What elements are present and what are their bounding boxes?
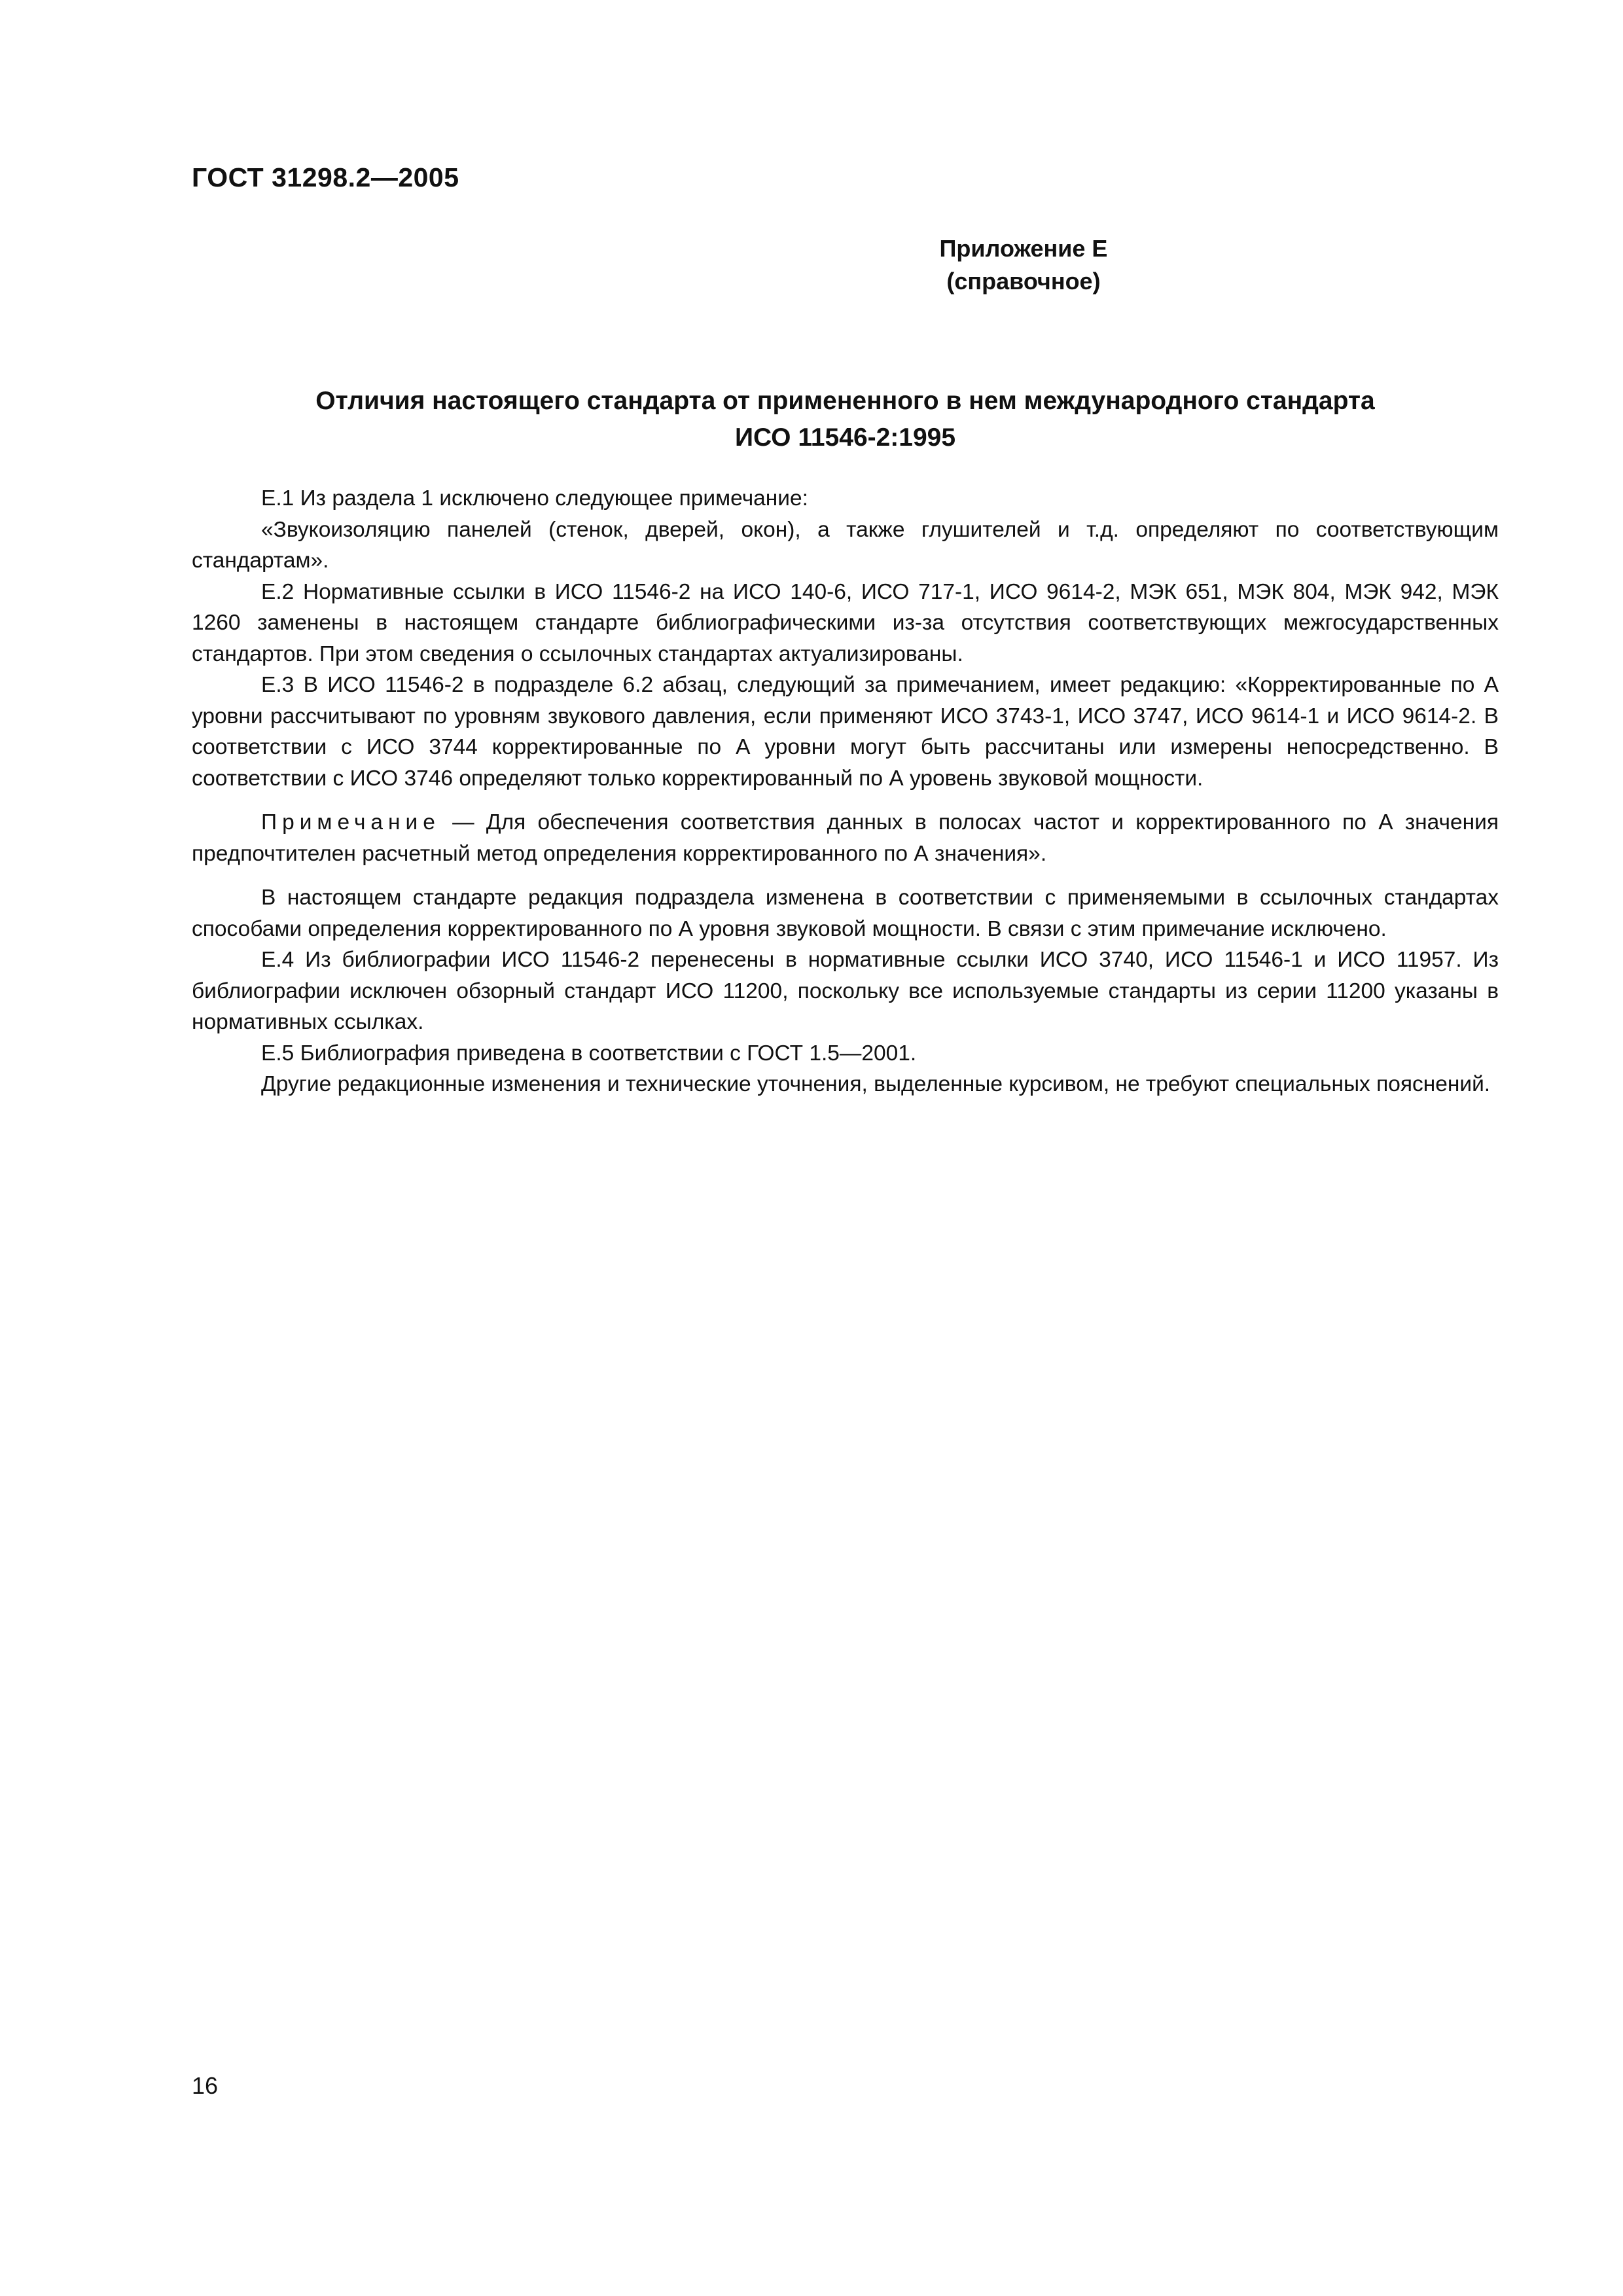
document-code: ГОСТ 31298.2—2005 xyxy=(192,162,459,192)
annex-label: Приложение Е xyxy=(939,235,1108,262)
note-paragraph xyxy=(192,807,1499,869)
paragraph-e3: Е.3 В ИСО 11546-2 в подразделе 6.2 абзац, следующий за примечанием, имеет редакцию: «Корректированные по А уровни рассчитывают по уровням звукового давления, если применяют ИСО 3743-1, ИСО 3747, ИСО 9614-1 и ИСО 9614-2. В соответствии с ИСО 3744 корректированные по А уровни могут быть рассчитаны или измерены непосредственно. В соответствии с ИСО 3746 определяют только корректированный по А уровень звуковой мощности. xyxy=(192,673,1499,791)
annex-title-line-1: Отличия настоящего стандарта от примененного в нем международного стандарта xyxy=(315,387,1375,415)
page-number: 16 xyxy=(192,2072,219,2099)
paragraph-e2: Е.2 Нормативные ссылки в ИСО 11546-2 на ИСО 140-6, ИСО 717-1, ИСО 9614-2, МЭК 651, МЭК 804, МЭК 942, МЭК 1260 заменены в настоящем стандарте библиографическими из-за отсутствия соответствующих межгосударственных стандартов. При этом сведения о ссылочных стандартах актуализированы. xyxy=(192,579,1499,666)
note-text: — Для обеспечения соответствия данных в полосах частот и корректированного по А значения предпочтителен расчетный метод определения корректированного по А значения». xyxy=(192,810,1499,866)
annex-heading xyxy=(192,232,1499,298)
document-body xyxy=(192,483,1499,1100)
paragraph-e4: Е.4 Из библиографии ИСО 11546-2 перенесены в нормативные ссылки ИСО 3740, ИСО 11546-1 и ИСО 11957. Из библиографии исключен обзорный стандарт ИСО 11200, поскольку все используемые стандарты из серии 11200 указаны в нормативных ссылках. xyxy=(192,948,1499,1034)
paragraph-other-changes: Другие редакционные изменения и технические уточнения, выделенные курсивом, не требуют специальных пояснений. xyxy=(261,1072,1491,1096)
note-label: Примечание xyxy=(261,810,440,834)
annex-type: (справочное) xyxy=(946,268,1101,295)
paragraph-e1-quote: «Звукоизоляцию панелей (стенок, дверей, окон), а также глушителей и т.д. определяют по соответствующим стандартам». xyxy=(192,517,1499,573)
annex-title xyxy=(192,383,1499,456)
paragraph-e5: Е.5 Библиография приведена в соответствии с ГОСТ 1.5—2001. xyxy=(261,1041,917,1066)
paragraph-e1: Е.1 Из раздела 1 исключено следующее примечание: xyxy=(261,486,808,511)
paragraph-revision: В настоящем стандарте редакция подраздела изменена в соответствии с применяемыми в ссылочных стандартах способами определения корректированного по А уровня звуковой мощности. В связи с этим примечание исключено. xyxy=(192,886,1499,941)
annex-title-line-2: ИСО 11546-2:1995 xyxy=(734,423,956,452)
